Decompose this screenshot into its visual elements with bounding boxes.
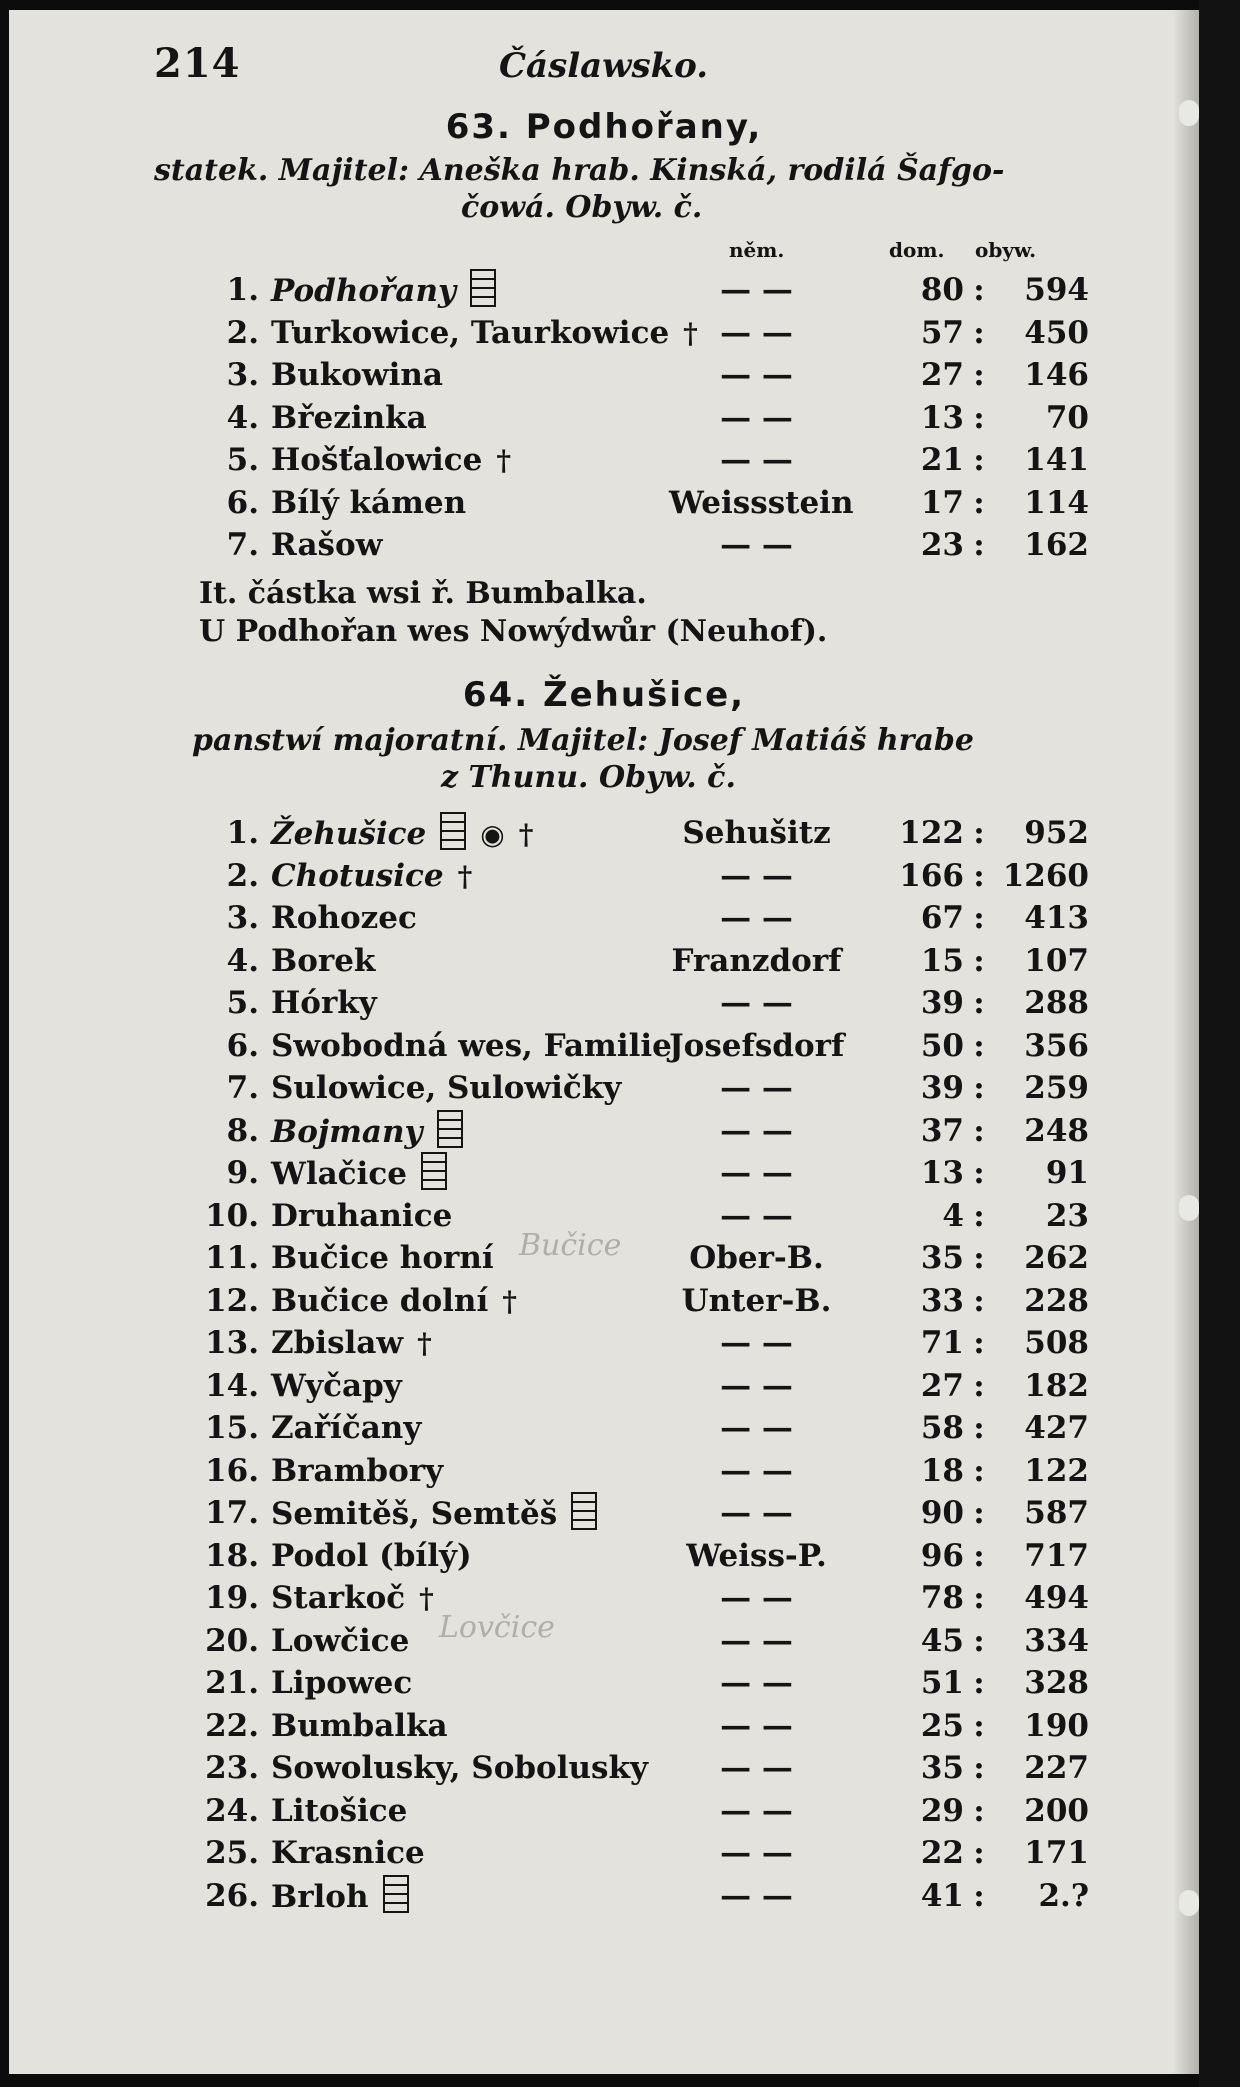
table-row xyxy=(9,1025,1199,1067)
table-row xyxy=(9,354,1199,396)
german-name: — — xyxy=(720,1112,793,1149)
section-64-description: panstwí majoratní. Majitel: Josef Matiáš hrabe xyxy=(192,723,974,758)
house-count: 90 xyxy=(920,1495,964,1531)
row-number: 15. xyxy=(205,1410,259,1446)
row-number: 3. xyxy=(226,900,259,936)
place-name xyxy=(271,1322,432,1365)
inhabitant-count: 328 xyxy=(1024,1665,1089,1701)
row-number: 17. xyxy=(205,1495,259,1531)
row-number: 6. xyxy=(226,1027,259,1064)
inhabitant-count: 107 xyxy=(1024,942,1089,979)
german-name: — — xyxy=(720,1707,793,1744)
house-count: 27 xyxy=(920,357,964,393)
place-name xyxy=(271,1280,517,1323)
inhabitant-count: 70 xyxy=(1045,399,1089,436)
cross-icon: † xyxy=(419,1582,434,1615)
place-name xyxy=(271,1152,447,1195)
place-name xyxy=(271,1365,402,1407)
place-name-text: Podol (bílý) xyxy=(271,1537,472,1574)
place-name-text: Brloh xyxy=(271,1878,369,1915)
german-name: — — xyxy=(720,1835,793,1871)
place-name-text: Sowolusky, Sobolusky xyxy=(271,1750,648,1786)
separator: : xyxy=(973,942,985,979)
row-number: 9. xyxy=(226,1155,259,1191)
separator: : xyxy=(973,1367,985,1404)
german-name: — — xyxy=(720,1325,793,1361)
german-name: — — xyxy=(720,900,793,936)
house-count: 39 xyxy=(920,985,964,1021)
row-number: 5. xyxy=(226,442,259,478)
table-row xyxy=(9,1280,1199,1322)
row-number: 1. xyxy=(226,815,259,851)
pencil-annotation: Bučice xyxy=(519,1228,622,1263)
place-name xyxy=(271,524,382,566)
house-count: 96 xyxy=(920,1537,964,1574)
place-name-text: Žehušice xyxy=(271,816,427,852)
german-name: — — xyxy=(720,399,793,436)
place-name xyxy=(271,1492,597,1535)
column-header-houses: dom. xyxy=(889,238,945,262)
house-count: 13 xyxy=(920,399,964,436)
german-name: — — xyxy=(720,1622,793,1659)
separator: : xyxy=(973,1027,985,1064)
separator: : xyxy=(973,442,985,478)
row-number: 2. xyxy=(226,314,259,351)
house-count: 51 xyxy=(920,1665,964,1701)
house-count: 35 xyxy=(920,1750,964,1786)
place-name xyxy=(271,1662,412,1704)
table-row xyxy=(9,1365,1199,1407)
inhabitant-count: 200 xyxy=(1024,1792,1089,1829)
place-name xyxy=(271,855,472,898)
section-63-description-2: čowá. Obyw. č. xyxy=(461,190,703,225)
cross-icon: † xyxy=(417,1327,432,1360)
inhabitant-count: 427 xyxy=(1024,1410,1089,1446)
inhabitant-count: 146 xyxy=(1024,357,1089,393)
place-name xyxy=(271,1747,648,1789)
place-name-text: Lipowec xyxy=(271,1665,413,1701)
place-name-text: Rohozec xyxy=(271,900,417,936)
house-count: 67 xyxy=(920,900,964,936)
castle-icon xyxy=(440,812,466,850)
castle-icon xyxy=(571,1492,597,1530)
row-number: 23. xyxy=(205,1750,259,1786)
separator: : xyxy=(973,1197,985,1234)
cross-icon: † xyxy=(496,444,511,477)
page-number: 214 xyxy=(154,40,241,87)
cross-icon: † xyxy=(518,818,534,851)
place-name-text: Bučice horní xyxy=(271,1240,494,1276)
row-number: 11. xyxy=(205,1240,259,1276)
house-count: 50 xyxy=(920,1027,964,1064)
table-row xyxy=(9,855,1199,897)
table-row xyxy=(9,269,1199,311)
separator: : xyxy=(973,1325,985,1361)
place-name-text: Druhanice xyxy=(271,1197,453,1234)
section-63-title: 63. Podhořany, xyxy=(445,107,763,147)
separator: : xyxy=(973,1792,985,1829)
place-name-text: Chotusice xyxy=(271,857,444,894)
cross-icon: † xyxy=(502,1284,517,1318)
table-row xyxy=(9,1577,1199,1619)
table-row xyxy=(9,982,1199,1024)
german-name: — — xyxy=(720,527,793,563)
place-name-text: Bumbalka xyxy=(271,1707,448,1744)
place-name-text: Wlačice xyxy=(271,1156,407,1192)
german-name: — — xyxy=(720,1665,793,1701)
table-row xyxy=(9,1407,1199,1449)
table-row xyxy=(9,1747,1199,1789)
german-name: — — xyxy=(720,985,793,1021)
place-name xyxy=(271,1705,448,1747)
bullseye-icon: ◉ xyxy=(480,818,505,851)
row-number: 26. xyxy=(205,1877,259,1914)
place-name-text: Zaříčany xyxy=(271,1410,422,1446)
house-count: 4 xyxy=(942,1197,964,1234)
separator: : xyxy=(973,985,985,1021)
section-64-description-2: z Thunu. Obyw. č. xyxy=(441,760,736,795)
section-64-title: 64. Žehušice, xyxy=(462,675,746,715)
place-name-text: Bučice dolní xyxy=(271,1282,489,1319)
place-name xyxy=(271,312,698,355)
place-name xyxy=(271,397,427,439)
row-number: 18. xyxy=(205,1537,259,1574)
place-name xyxy=(271,1237,494,1279)
table-row xyxy=(9,1832,1199,1874)
house-count: 21 xyxy=(920,442,964,478)
cross-icon: † xyxy=(683,316,698,350)
row-number: 7. xyxy=(226,1070,259,1106)
german-name: — — xyxy=(720,1410,793,1446)
place-name-text: Hošťalowice xyxy=(271,442,483,478)
house-count: 78 xyxy=(920,1580,964,1616)
place-name-text: Borek xyxy=(271,942,376,979)
german-name: — — xyxy=(720,272,793,308)
house-count: 13 xyxy=(920,1155,964,1191)
german-name: — — xyxy=(720,1197,793,1234)
inhabitant-count: 190 xyxy=(1024,1707,1089,1744)
german-name: — — xyxy=(720,1750,793,1786)
row-number: 8. xyxy=(226,1112,259,1149)
place-name-text: Podhořany xyxy=(271,273,457,309)
inhabitant-count: 594 xyxy=(1024,272,1089,308)
place-name-text: Bukowina xyxy=(271,357,443,393)
column-header-inhabitants: obyw. xyxy=(975,238,1037,262)
house-count: 29 xyxy=(920,1792,964,1829)
german-name: — — xyxy=(720,314,793,351)
pencil-annotation: Lovčice xyxy=(439,1610,555,1645)
table-row xyxy=(9,1152,1199,1194)
place-name xyxy=(271,1025,672,1067)
castle-icon xyxy=(437,1110,463,1148)
table-row xyxy=(9,1620,1199,1662)
place-name xyxy=(271,940,375,982)
place-name-text: Sulowice, Sulowičky xyxy=(271,1070,622,1106)
row-number: 1. xyxy=(226,272,259,308)
table-row xyxy=(9,524,1199,566)
castle-icon xyxy=(383,1875,409,1913)
section-63-note-1: It. částka wsi ř. Bumbalka. xyxy=(199,576,647,611)
place-name xyxy=(271,1620,409,1662)
place-name xyxy=(271,1535,472,1577)
place-name-text: Semitěš, Semtěš xyxy=(271,1496,558,1532)
inhabitant-count: 248 xyxy=(1024,1112,1089,1149)
row-number: 20. xyxy=(205,1622,259,1659)
inhabitant-count: 450 xyxy=(1024,314,1089,351)
separator: : xyxy=(973,1155,985,1191)
table-row xyxy=(9,482,1199,524)
separator: : xyxy=(973,815,985,851)
separator: : xyxy=(973,900,985,936)
separator: : xyxy=(973,272,985,308)
place-name xyxy=(271,1832,425,1874)
place-name xyxy=(271,897,417,939)
house-count: 37 xyxy=(920,1112,964,1149)
house-count: 22 xyxy=(920,1835,964,1871)
house-count: 33 xyxy=(920,1282,964,1319)
section-63-note-2: U Podhořan wes Nowýdwůr (Neuhof). xyxy=(199,614,828,649)
separator: : xyxy=(973,1452,985,1489)
table-row xyxy=(9,312,1199,354)
german-name: Weissstein xyxy=(669,484,854,521)
german-name: Weiss-P. xyxy=(686,1537,827,1574)
row-number: 5. xyxy=(226,985,259,1021)
row-number: 24. xyxy=(205,1792,259,1829)
german-name: Sehušitz xyxy=(682,815,831,851)
house-count: 25 xyxy=(920,1707,964,1744)
table-row xyxy=(9,1662,1199,1704)
separator: : xyxy=(973,1112,985,1149)
separator: : xyxy=(973,1707,985,1744)
row-number: 4. xyxy=(226,399,259,436)
table-row xyxy=(9,1790,1199,1832)
table-row xyxy=(9,1875,1199,1917)
row-number: 22. xyxy=(205,1707,259,1744)
german-name: — — xyxy=(720,1155,793,1191)
place-name xyxy=(271,1110,463,1153)
place-name xyxy=(271,439,511,482)
separator: : xyxy=(973,1877,985,1914)
table-row xyxy=(9,1322,1199,1364)
house-count: 15 xyxy=(920,942,964,979)
inhabitant-count: 259 xyxy=(1024,1070,1089,1106)
table-row xyxy=(9,940,1199,982)
place-name-text: Bojmany xyxy=(271,1113,423,1150)
row-number: 19. xyxy=(205,1580,259,1616)
row-number: 6. xyxy=(226,484,259,521)
separator: : xyxy=(973,1495,985,1531)
table-row xyxy=(9,1535,1199,1577)
separator: : xyxy=(973,484,985,521)
place-name xyxy=(271,1067,621,1109)
place-name-text: Krasnice xyxy=(271,1835,425,1871)
inhabitant-count: 182 xyxy=(1024,1367,1089,1404)
separator: : xyxy=(973,527,985,563)
place-name-text: Lowčice xyxy=(271,1622,410,1659)
separator: : xyxy=(973,357,985,393)
german-name: — — xyxy=(720,1367,793,1404)
inhabitant-count: 717 xyxy=(1024,1537,1089,1574)
running-title: Čáslawsko. xyxy=(499,46,709,86)
row-number: 16. xyxy=(205,1452,259,1489)
row-number: 4. xyxy=(226,942,259,979)
inhabitant-count: 171 xyxy=(1024,1835,1089,1871)
german-name: Franzdorf xyxy=(671,942,842,979)
german-name: — — xyxy=(720,1495,793,1531)
row-number: 2. xyxy=(226,857,259,894)
table-row xyxy=(9,397,1199,439)
inhabitant-count: 114 xyxy=(1024,484,1089,521)
place-name xyxy=(271,354,443,396)
place-name xyxy=(271,1875,409,1918)
place-name xyxy=(271,1577,434,1620)
row-number: 12. xyxy=(205,1282,259,1319)
dark-scan-border xyxy=(1199,0,1240,2087)
table-row xyxy=(9,439,1199,481)
house-count: 71 xyxy=(920,1325,964,1361)
table-row xyxy=(9,1705,1199,1747)
german-name: — — xyxy=(720,1792,793,1829)
german-name: — — xyxy=(720,1580,793,1616)
column-header-german: něm. xyxy=(729,238,785,262)
separator: : xyxy=(973,1410,985,1446)
house-count: 27 xyxy=(920,1367,964,1404)
separator: : xyxy=(973,1070,985,1106)
place-name xyxy=(271,269,496,312)
separator: : xyxy=(973,1750,985,1786)
place-name-text: Brambory xyxy=(271,1452,444,1489)
inhabitant-count: 508 xyxy=(1024,1325,1089,1361)
place-name-text: Wyčapy xyxy=(271,1367,402,1404)
german-name: Josefsdorf xyxy=(669,1027,845,1064)
place-name-text: Swobodná wes, Familie xyxy=(271,1027,672,1064)
separator: : xyxy=(973,1240,985,1276)
german-name: — — xyxy=(720,1877,793,1914)
inhabitant-count: 356 xyxy=(1024,1027,1089,1064)
german-name: Unter-B. xyxy=(681,1282,832,1319)
place-name xyxy=(271,1407,421,1449)
inhabitant-count: 288 xyxy=(1024,985,1089,1021)
castle-icon xyxy=(421,1152,447,1190)
inhabitant-count: 1260 xyxy=(1002,857,1089,894)
house-count: 58 xyxy=(920,1410,964,1446)
place-name-text: Turkowice, Taurkowice xyxy=(271,314,670,351)
place-name xyxy=(271,482,466,524)
house-count: 18 xyxy=(920,1452,964,1489)
german-name: — — xyxy=(720,442,793,478)
house-count: 45 xyxy=(920,1622,964,1659)
row-number: 3. xyxy=(226,357,259,393)
place-name xyxy=(271,812,533,856)
row-number: 21. xyxy=(205,1665,259,1701)
row-number: 13. xyxy=(205,1325,259,1361)
section-63-description: statek. Majitel: Aneška hrab. Kinská, rodilá Šafgo- xyxy=(154,153,1005,188)
row-number: 7. xyxy=(226,527,259,563)
place-name-text: Zbislaw xyxy=(271,1325,404,1361)
german-name: — — xyxy=(720,857,793,894)
house-count: 35 xyxy=(920,1240,964,1276)
place-name-text: Hórky xyxy=(271,985,377,1021)
place-name xyxy=(271,1790,407,1832)
house-count: 23 xyxy=(920,527,964,563)
cross-icon: † xyxy=(457,859,473,893)
inhabitant-count: 2.? xyxy=(1038,1877,1089,1914)
table-row xyxy=(9,897,1199,939)
row-number: 14. xyxy=(205,1367,259,1404)
place-name xyxy=(271,1195,452,1237)
table-row xyxy=(9,1450,1199,1492)
inhabitant-count: 494 xyxy=(1024,1580,1089,1616)
place-name-text: Litošice xyxy=(271,1792,408,1829)
row-number: 10. xyxy=(205,1197,259,1234)
place-name-text: Rašow xyxy=(271,527,383,563)
inhabitant-count: 227 xyxy=(1024,1750,1089,1786)
place-name xyxy=(271,982,377,1024)
place-name-text: Březinka xyxy=(271,399,427,436)
separator: : xyxy=(973,1665,985,1701)
inhabitant-count: 91 xyxy=(1045,1155,1089,1191)
house-count: 39 xyxy=(920,1070,964,1106)
german-name: — — xyxy=(720,357,793,393)
table-row xyxy=(9,812,1199,854)
row-number: 25. xyxy=(205,1835,259,1871)
german-name: Ober-B. xyxy=(689,1240,824,1276)
house-count: 122 xyxy=(899,815,964,851)
separator: : xyxy=(973,1835,985,1871)
table-row xyxy=(9,1110,1199,1152)
separator: : xyxy=(973,1622,985,1659)
place-name-text: Starkoč xyxy=(271,1580,406,1616)
separator: : xyxy=(973,314,985,351)
inhabitant-count: 587 xyxy=(1024,1495,1089,1531)
inhabitant-count: 413 xyxy=(1024,900,1089,936)
house-count: 57 xyxy=(920,314,964,351)
inhabitant-count: 122 xyxy=(1024,1452,1089,1489)
inhabitant-count: 162 xyxy=(1024,527,1089,563)
place-name-text: Bílý kámen xyxy=(271,484,467,521)
house-count: 41 xyxy=(920,1877,964,1914)
inhabitant-count: 952 xyxy=(1024,815,1089,851)
place-name xyxy=(271,1450,443,1492)
inhabitant-count: 141 xyxy=(1024,442,1089,478)
inhabitant-count: 262 xyxy=(1024,1240,1089,1276)
book-page xyxy=(9,10,1199,2074)
table-row xyxy=(9,1492,1199,1534)
german-name: — — xyxy=(720,1452,793,1489)
castle-icon xyxy=(470,269,496,307)
german-name: — — xyxy=(720,1070,793,1106)
separator: : xyxy=(973,1580,985,1616)
separator: : xyxy=(973,1282,985,1319)
house-count: 166 xyxy=(899,857,964,894)
house-count: 80 xyxy=(920,272,964,308)
inhabitant-count: 334 xyxy=(1024,1622,1089,1659)
house-count: 17 xyxy=(920,484,964,521)
separator: : xyxy=(973,399,985,436)
table-row xyxy=(9,1067,1199,1109)
separator: : xyxy=(973,1537,985,1574)
separator: : xyxy=(973,857,985,894)
inhabitant-count: 228 xyxy=(1024,1282,1089,1319)
inhabitant-count: 23 xyxy=(1045,1197,1089,1234)
